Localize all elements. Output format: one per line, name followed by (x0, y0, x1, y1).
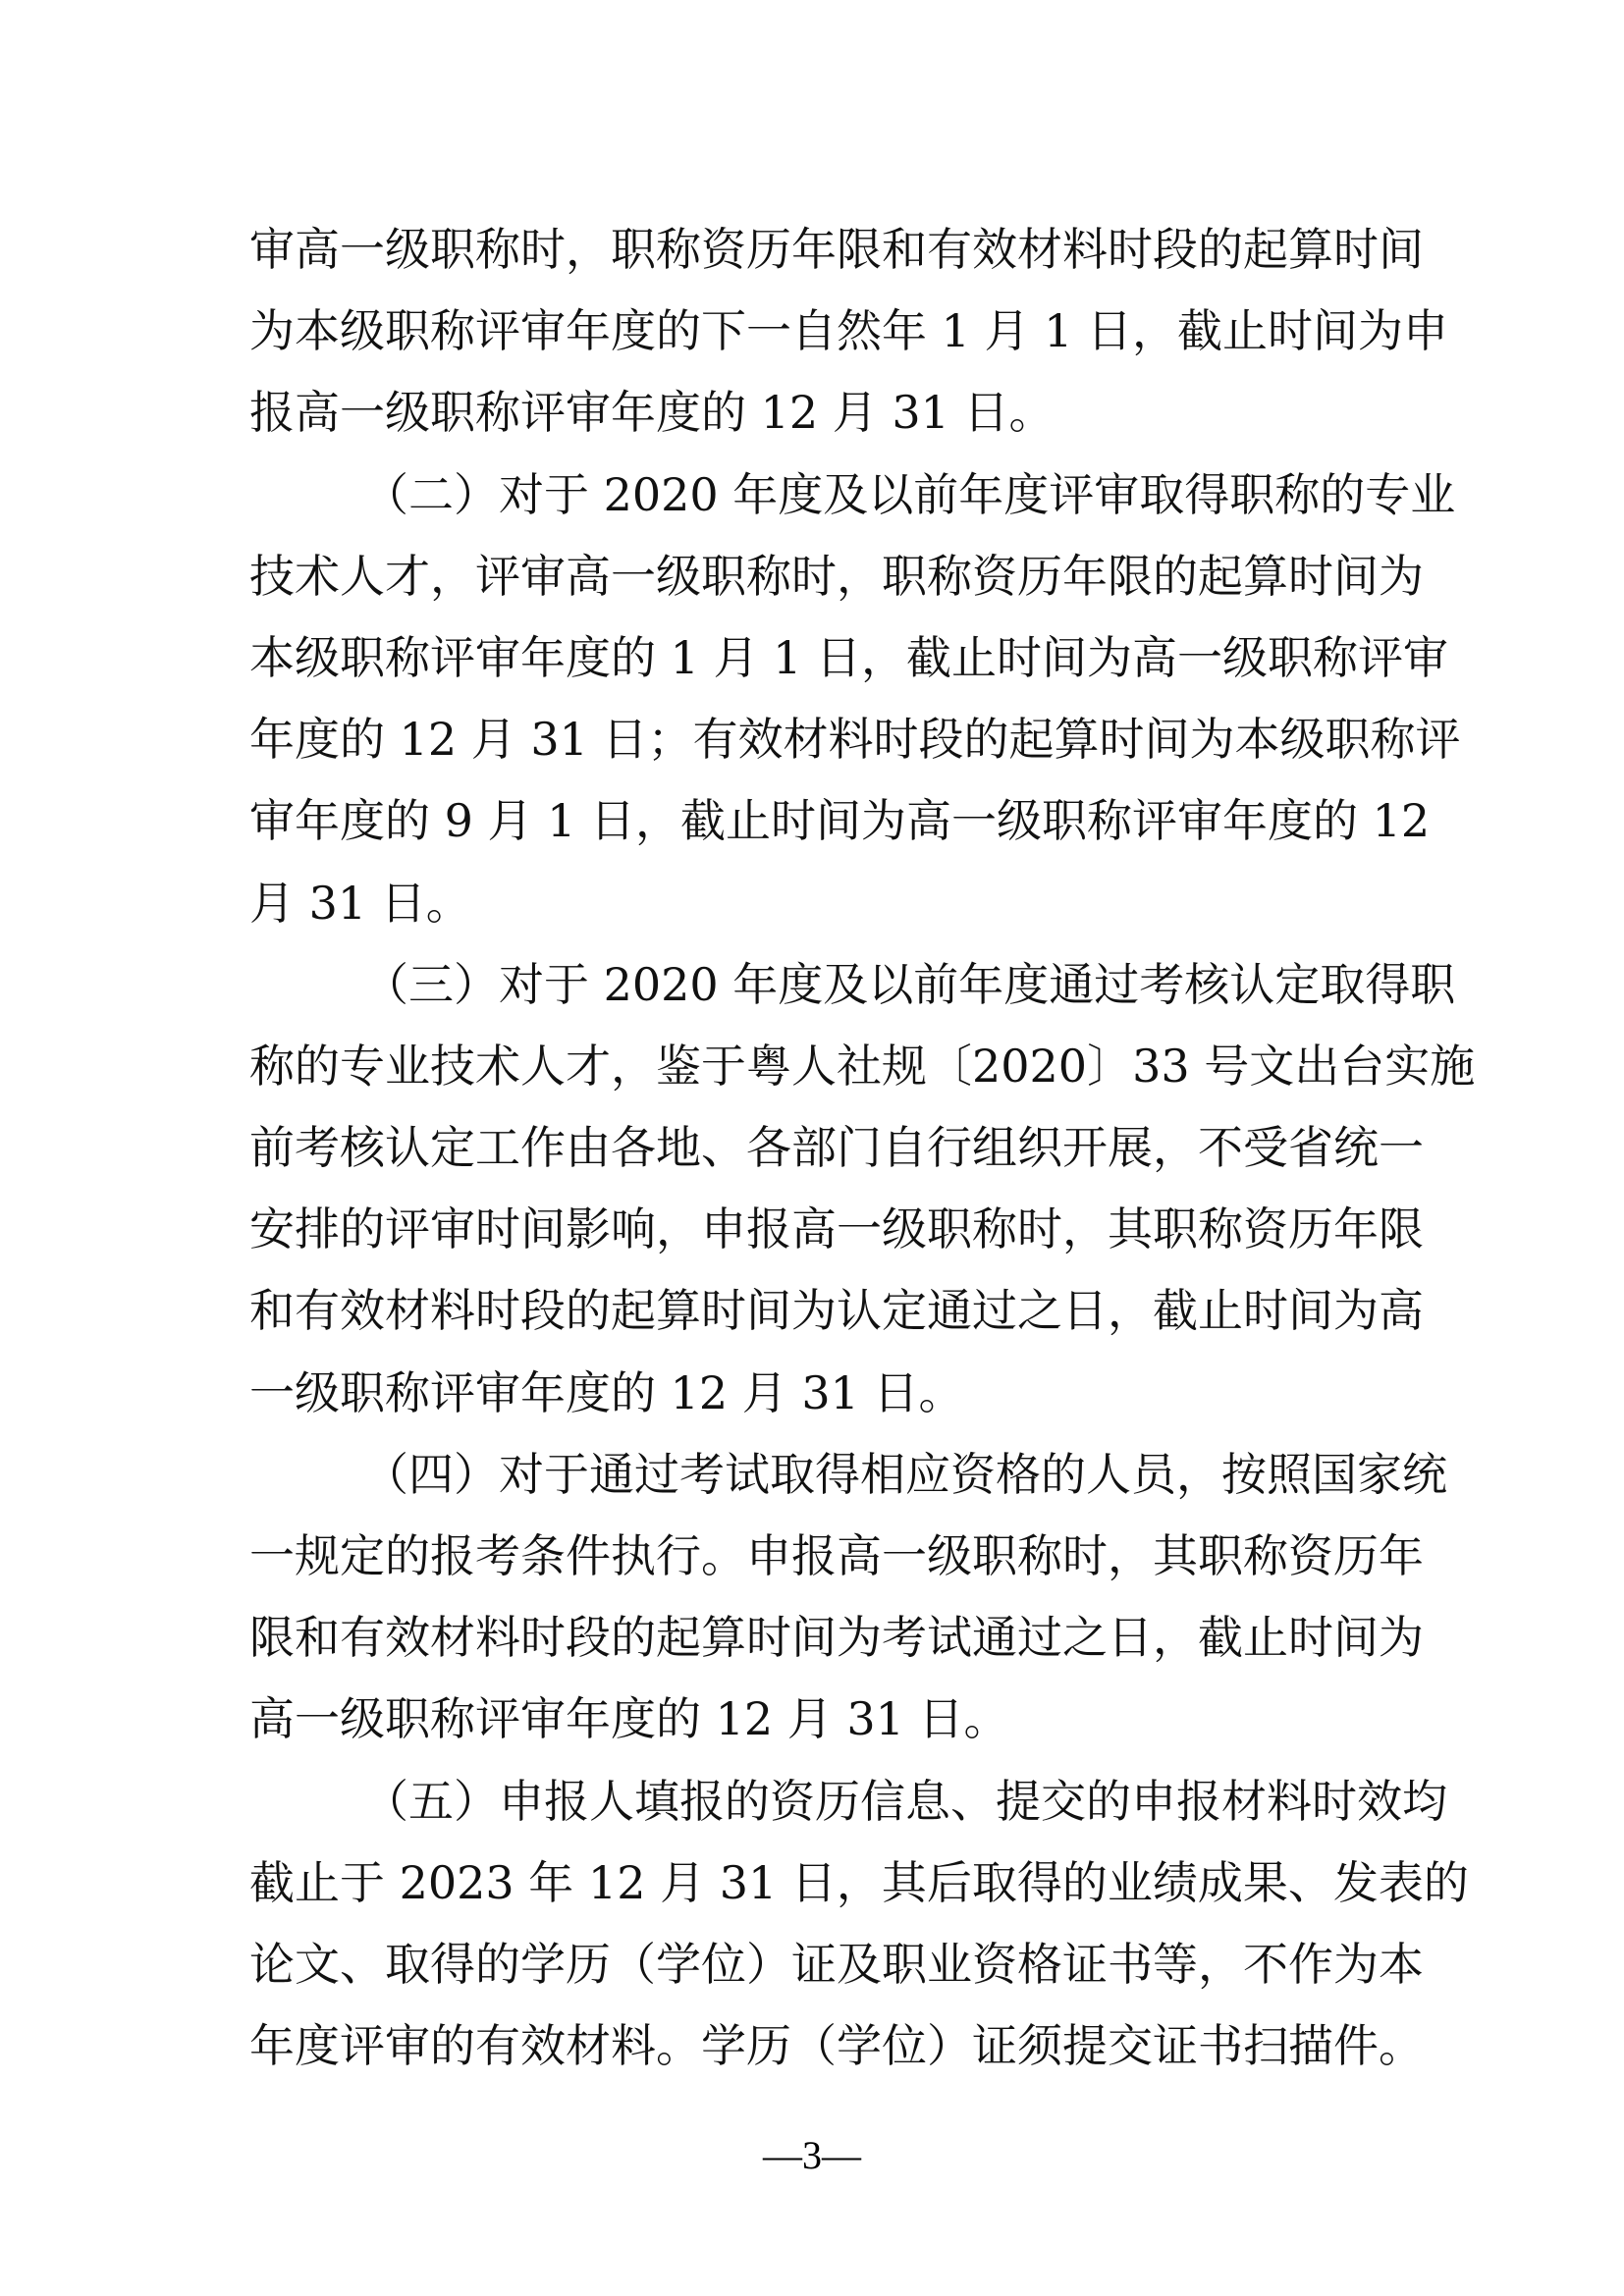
text-line: 高一级职称评审年度的 12 月 31 日。 (249, 1692, 1009, 1746)
text-line: 为本级职称评审年度的下一自然年 1 月 1 日，截止时间为申 (249, 304, 1449, 358)
text-line: 技术人才，评审高一级职称时，职称资历年限的起算时间为 (249, 549, 1424, 603)
text-line: 审年度的 9 月 1 日，截止时间为高一级职称评审年度的 12 (249, 794, 1431, 848)
text-line: 论文、取得的学历（学位）证及职业资格证书等，不作为本 (249, 1937, 1424, 1991)
page-number: —3— (763, 2133, 861, 2177)
text-line: （二）对于 2020 年度及以前年度评审取得职称的专业 (363, 467, 1456, 521)
paragraph-item-3 (249, 944, 1476, 1434)
text-line: 一级职称评审年度的 12 月 31 日。 (249, 1365, 964, 1419)
text-line: 年度的 12 月 31 日；有效材料时段的起算时间为本级职称评 (249, 713, 1461, 767)
document-page-body (249, 209, 1476, 2087)
paragraph-continued (249, 209, 1449, 454)
text-line: （三）对于 2020 年度及以前年度通过考核认定取得职 (363, 957, 1456, 1011)
text-line: 一规定的报考条件执行。申报高一级职称时，其职称资历年 (249, 1529, 1424, 1582)
text-line: （五）申报人填报的资历信息、提交的申报材料时效均 (363, 1774, 1447, 1828)
text-line: 安排的评审时间影响，申报高一级职称时，其职称资历年限 (249, 1202, 1424, 1256)
text-line: 截止于 2023 年 12 月 31 日，其后取得的业绩成果、发表的 (249, 1855, 1469, 1909)
text-line: 称的专业技术人才，鉴于粤人社规〔2020〕33 号文出台实施 (249, 1039, 1476, 1093)
text-line: 前考核认定工作由各地、各部门自行组织开展，不受省统一 (249, 1121, 1424, 1175)
text-line: 报高一级职称评审年度的 12 月 31 日。 (249, 386, 1055, 440)
text-line: 本级职称评审年度的 1 月 1 日，截止时间为高一级职称评审 (249, 630, 1449, 684)
text-line: 和有效材料时段的起算时间为认定通过之日，截止时间为高 (249, 1284, 1424, 1338)
paragraph-item-5 (249, 1761, 1469, 2088)
text-line: 年度评审的有效材料。学历（学位）证须提交证书扫描件。 (249, 2019, 1424, 2073)
paragraph-item-4 (249, 1434, 1447, 1761)
paragraph-item-2 (249, 454, 1461, 944)
text-line: 限和有效材料时段的起算时间为考试通过之日，截止时间为 (249, 1611, 1424, 1665)
text-line: 月 31 日。 (249, 876, 471, 930)
text-line: （四）对于通过考试取得相应资格的人员，按照国家统 (363, 1447, 1447, 1501)
text-line: 审高一级职称时，职称资历年限和有效材料时段的起算时间 (249, 223, 1424, 276)
